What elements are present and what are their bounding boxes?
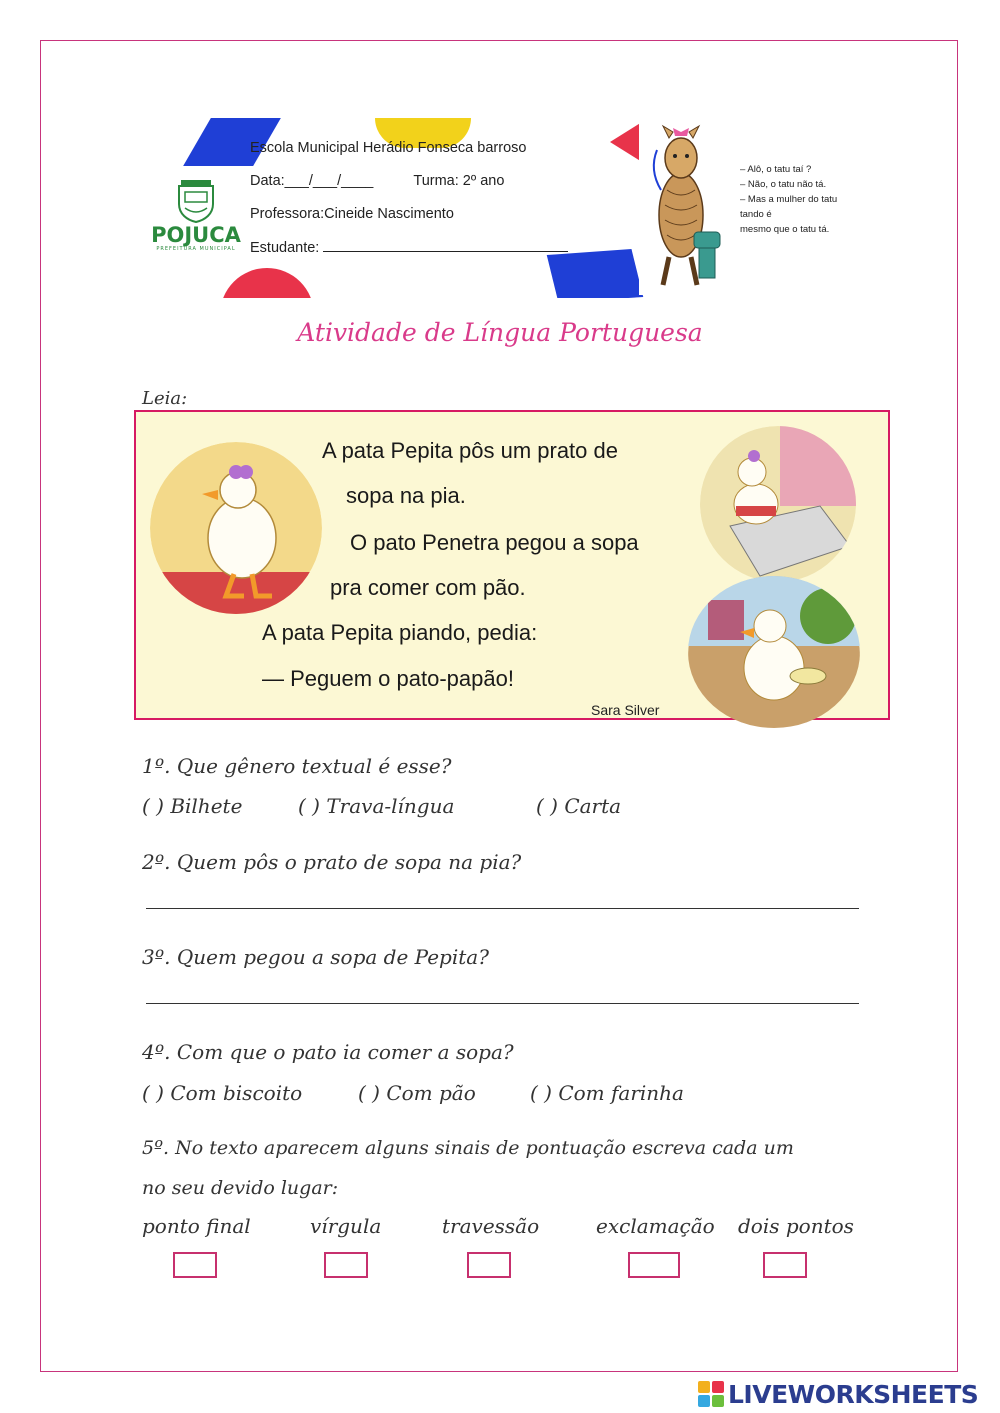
speech-line: – Mas a mulher do tatu tando é (740, 194, 838, 220)
question-2: 2º. Quem pôs o prato de sopa na pia? (142, 850, 522, 874)
drop-box-virgula[interactable] (324, 1252, 368, 1278)
decor-red-semicircle (220, 268, 314, 298)
drop-box-travessao[interactable] (467, 1252, 511, 1278)
read-instruction: Leia: (142, 388, 188, 409)
poem-line: A pata Pepita pôs um prato de (322, 438, 618, 463)
label-exclamacao: exclamação (596, 1214, 715, 1238)
option-trava-lingua[interactable]: ( ) Trava-língua (298, 794, 455, 818)
question-3: 3º. Quem pegou a sopa de Pepita? (142, 945, 489, 969)
poem-line: — Peguem o pato-papão! (262, 666, 514, 691)
student-row (250, 239, 568, 272)
poem-box (134, 410, 890, 720)
option-bilhete[interactable]: ( ) Bilhete (142, 794, 243, 818)
liveworksheets-text: LIVEWORKSHEETS (728, 1379, 979, 1409)
armadillo-phone-illustration (639, 120, 734, 295)
label-travessao: travessão (442, 1214, 540, 1238)
coat-of-arms-icon (173, 178, 219, 224)
header (142, 118, 847, 298)
duck-eating-illustration (688, 576, 860, 728)
speech-line: mesmo que o tatu tá. (740, 224, 830, 235)
date-class-row (250, 173, 568, 206)
date-field[interactable]: Data:___/___/____ (250, 173, 374, 189)
class-label: Turma: 2º ano (413, 173, 505, 189)
option-com-pao[interactable]: ( ) Com pão (358, 1081, 476, 1105)
poem-line: A pata Pepita piando, pedia: (262, 620, 538, 645)
label-dois-pontos: dois pontos (738, 1214, 854, 1238)
decor-red-triangle (610, 122, 642, 162)
page-title: Atividade de Língua Portuguesa (297, 318, 703, 347)
liveworksheets-logo (698, 1378, 978, 1410)
pojuca-logo (150, 178, 242, 264)
question-4-options (142, 1081, 684, 1105)
duck-kitchen-illustration (700, 426, 856, 582)
question-4: 4º. Com que o pato ia comer a sopa? (142, 1040, 514, 1064)
school-name: Escola Municipal Herádio Fonseca barroso (250, 140, 527, 156)
answer-line-3[interactable] (146, 1003, 859, 1004)
speech-line: – Não, o tatu não tá. (740, 179, 827, 190)
label-ponto-final: ponto final (142, 1214, 251, 1238)
speech-line: – Alô, o tatu taí ? (740, 164, 812, 175)
poem-author: Sara Silver (591, 702, 660, 718)
drop-box-ponto-final[interactable] (173, 1252, 217, 1278)
poem-line: O pato Penetra pegou a sopa (350, 530, 639, 555)
answer-line-2[interactable] (146, 908, 859, 909)
logo-text: POJUCA (151, 223, 241, 247)
student-name-field[interactable] (323, 239, 568, 252)
poem-line: pra comer com pão. (330, 575, 526, 600)
question-1: 1º. Que gênero textual é esse? (142, 754, 452, 778)
liveworksheets-icon (698, 1381, 724, 1407)
question-5-continued: no seu devido lugar: (142, 1177, 339, 1199)
logo-subtext: PREFEITURA MUNICIPAL (156, 246, 236, 252)
option-com-biscoito[interactable]: ( ) Com biscoito (142, 1081, 303, 1105)
cartoon-speech (740, 162, 847, 237)
question-1-options (142, 794, 621, 818)
student-label: Estudante: (250, 240, 320, 256)
label-virgula: vírgula (310, 1214, 382, 1238)
option-carta[interactable]: ( ) Carta (536, 794, 622, 818)
poem-line: sopa na pia. (346, 483, 466, 508)
teacher-label: Professora:Cineide Nascimento (250, 206, 454, 222)
duck-illustration-left (150, 442, 322, 614)
question-5: 5º. No texto aparecem alguns sinais de pontuação escreva cada um (142, 1137, 794, 1159)
school-info (250, 140, 568, 272)
drop-box-dois-pontos[interactable] (763, 1252, 807, 1278)
option-com-farinha[interactable]: ( ) Com farinha (530, 1081, 684, 1105)
drop-box-exclamacao[interactable] (628, 1252, 680, 1278)
